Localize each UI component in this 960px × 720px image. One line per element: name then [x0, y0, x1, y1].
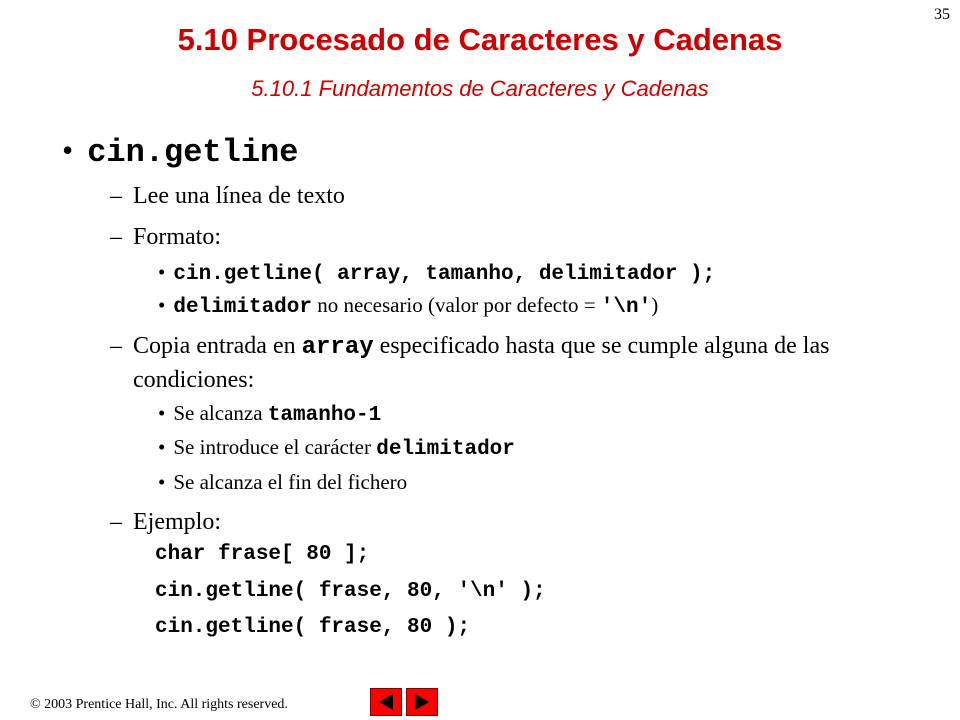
condition-1-code: tamanho-1 [267, 404, 382, 427]
format-bullet [158, 259, 715, 288]
condition-3 [158, 469, 407, 495]
page-subtitle: 5.10.1 Fundamentos de Caracteres y Cadenas [251, 76, 709, 101]
bullet-icon: • [158, 435, 166, 459]
dash-icon: – [110, 224, 122, 250]
reads-text: Lee una línea de texto [133, 183, 345, 209]
condition-3-text: Se alcanza el fin del fichero [173, 470, 408, 494]
dash-icon: – [110, 183, 122, 209]
delimiter-code: delimitador [173, 296, 312, 319]
example-line-1: char frase[ 80 ]; [155, 543, 370, 566]
example-label: Ejemplo: [133, 509, 221, 535]
copy-text [133, 330, 893, 396]
condition-2-text: Se introduce el carácter [173, 435, 377, 459]
dash-icon: – [110, 509, 122, 535]
delimiter-bullet [158, 292, 658, 321]
dash-icon: – [110, 333, 122, 359]
prev-slide-button[interactable] [370, 688, 402, 716]
bullet-icon: • [158, 401, 166, 425]
copy-text-a: Copia entrada en [133, 333, 302, 359]
example-line-3: cin.getline( frase, 80 ); [155, 616, 471, 639]
copy-code: array [301, 334, 374, 361]
copy-text-b: especificado hasta que se cumple alguna de las condiciones: [133, 333, 830, 393]
main-bullet-code: cin.getline [87, 134, 299, 171]
bullet-icon: • [158, 470, 166, 494]
bullet-icon: • [62, 132, 74, 168]
condition-1 [158, 400, 381, 429]
format-code: cin.getline( array, tamanho, delimitador ); [173, 263, 716, 286]
page-title: 5.10 Procesado de Caracteres y Cadenas [177, 22, 783, 57]
delimiter-close: ) [651, 293, 659, 317]
copyright-footer: © 2003 Prentice Hall, Inc. All rights reserved. [30, 697, 288, 712]
bullet-icon: • [158, 293, 166, 317]
delimiter-text: no necesario (valor por defecto = [311, 293, 601, 317]
arrow-right-icon [407, 689, 437, 715]
condition-2 [158, 434, 515, 463]
next-slide-button[interactable] [406, 688, 438, 716]
example-line-2: cin.getline( frase, 80, '\n' ); [155, 580, 546, 603]
page-number: 35 [934, 6, 950, 23]
condition-2-code: delimitador [376, 438, 515, 461]
format-label: Formato: [133, 224, 221, 250]
main-bullet [62, 132, 298, 171]
arrow-left-icon [371, 689, 401, 715]
bullet-icon: • [158, 260, 166, 284]
delimiter-default: '\n' [600, 296, 652, 319]
condition-1-text: Se alcanza [173, 401, 268, 425]
